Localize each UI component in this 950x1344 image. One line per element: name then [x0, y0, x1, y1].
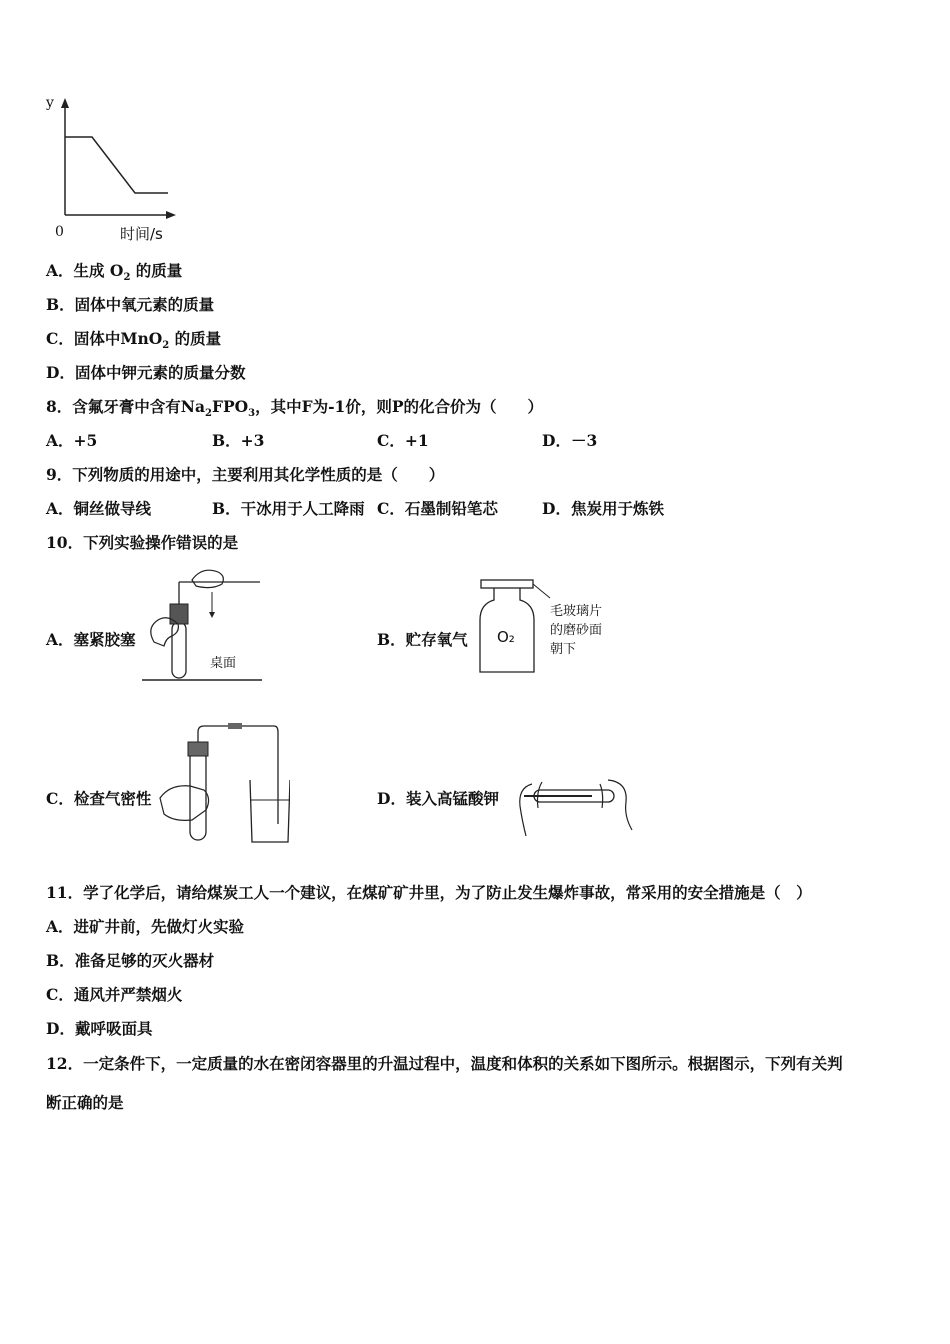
q11-option-d: D．戴呼吸面具 — [46, 1019, 153, 1038]
q9-stem: 9．下列物质的用途中，主要利用其化学性质的是（ ） — [46, 465, 445, 484]
q10-figure-b — [476, 576, 556, 678]
delivery-tube — [198, 726, 278, 824]
q11-option-c: C．通风并严禁烟火 — [46, 985, 183, 1004]
q11-option-b: B．准备足够的灭火器材 — [46, 951, 215, 970]
hand-top-icon — [192, 570, 223, 587]
q7-option-b: B．固体中氧元素的质量 — [46, 295, 215, 314]
test-tube-c — [190, 750, 206, 840]
graph-line — [65, 137, 168, 193]
q9-option-c: C．石墨制铅笔芯 — [377, 499, 498, 518]
glass-plate — [481, 580, 533, 588]
beaker — [250, 780, 290, 842]
q11-stem: 11．学了化学后，请给煤炭工人一个建议，在煤矿矿井里，为了防止发生爆炸事故，常采用的安全措施是（ ） — [46, 883, 812, 902]
q10-option-a-note: 桌面 — [210, 656, 237, 671]
q10-figure-d — [512, 770, 634, 840]
right-hand-icon — [608, 780, 632, 830]
graph-origin-label: 0 — [55, 224, 64, 240]
left-hand-icon — [520, 784, 532, 836]
q11-option-a: A．进矿井前，先做灯火实验 — [46, 917, 245, 936]
q10-bottle-text: O₂ — [497, 628, 515, 646]
q7-option-a: A．生成 $O_2$ 的质量 — [46, 261, 183, 284]
right-fingers-icon — [600, 784, 603, 808]
y-axis-arrow — [61, 98, 69, 108]
q7-graph — [40, 95, 190, 245]
q10-option-c-label: C．检查气密性 — [46, 789, 152, 808]
q10-option-b-note-3: 朝下 — [550, 642, 577, 657]
x-axis-arrow — [166, 211, 176, 219]
q8-option-c: C．+1 — [377, 431, 429, 450]
q10-figure-c — [150, 720, 290, 845]
graph-x-label: 时间/s — [120, 225, 163, 243]
note-pointer — [533, 584, 550, 598]
q10-option-d-label: D．装入高锰酸钾 — [377, 789, 499, 808]
test-tube — [172, 622, 186, 678]
q7-option-c: C．固体中MnO$_2$ 的质量 — [46, 329, 222, 352]
q12-stem-line2: 断正确的是 — [46, 1093, 124, 1112]
q10-option-a-label: A．塞紧胶塞 — [46, 630, 136, 649]
q10-option-b-note-1: 毛玻璃片 — [550, 604, 603, 619]
stopper-c — [188, 742, 208, 756]
q8-stem: 8．含氟牙膏中含有$Na_2FPO_3$，其中F为-1价，则P的化合价为（ ） — [46, 397, 543, 420]
q9-option-a: A．铜丝做导线 — [46, 499, 152, 518]
tube-joint — [228, 723, 242, 729]
q8-option-b: B．+3 — [212, 431, 265, 450]
q8-option-d: D．－3 — [542, 431, 598, 450]
graph-y-label: y — [46, 95, 54, 111]
q9-option-b: B．干冰用于人工降雨 — [212, 499, 365, 518]
q10-figure-a — [140, 562, 265, 684]
q9-option-d: D．焦炭用于炼铁 — [542, 499, 664, 518]
q10-option-b-note-2: 的磨砂面 — [550, 623, 603, 638]
q10-stem: 10．下列实验操作错误的是 — [46, 533, 239, 552]
hand-c-icon — [160, 786, 209, 821]
rubber-stopper — [170, 604, 188, 624]
press-arrow-head — [209, 612, 215, 618]
q8-option-a: A．+5 — [46, 431, 98, 450]
q7-option-d: D．固体中钾元素的质量分数 — [46, 363, 246, 382]
q10-option-b-label: B．贮存氧气 — [377, 630, 468, 649]
q12-stem-line1: 12．一定条件下，一定质量的水在密闭容器里的升温过程中，温度和体积的关系如下图所示。根据图示，下列有关判 — [46, 1054, 843, 1073]
